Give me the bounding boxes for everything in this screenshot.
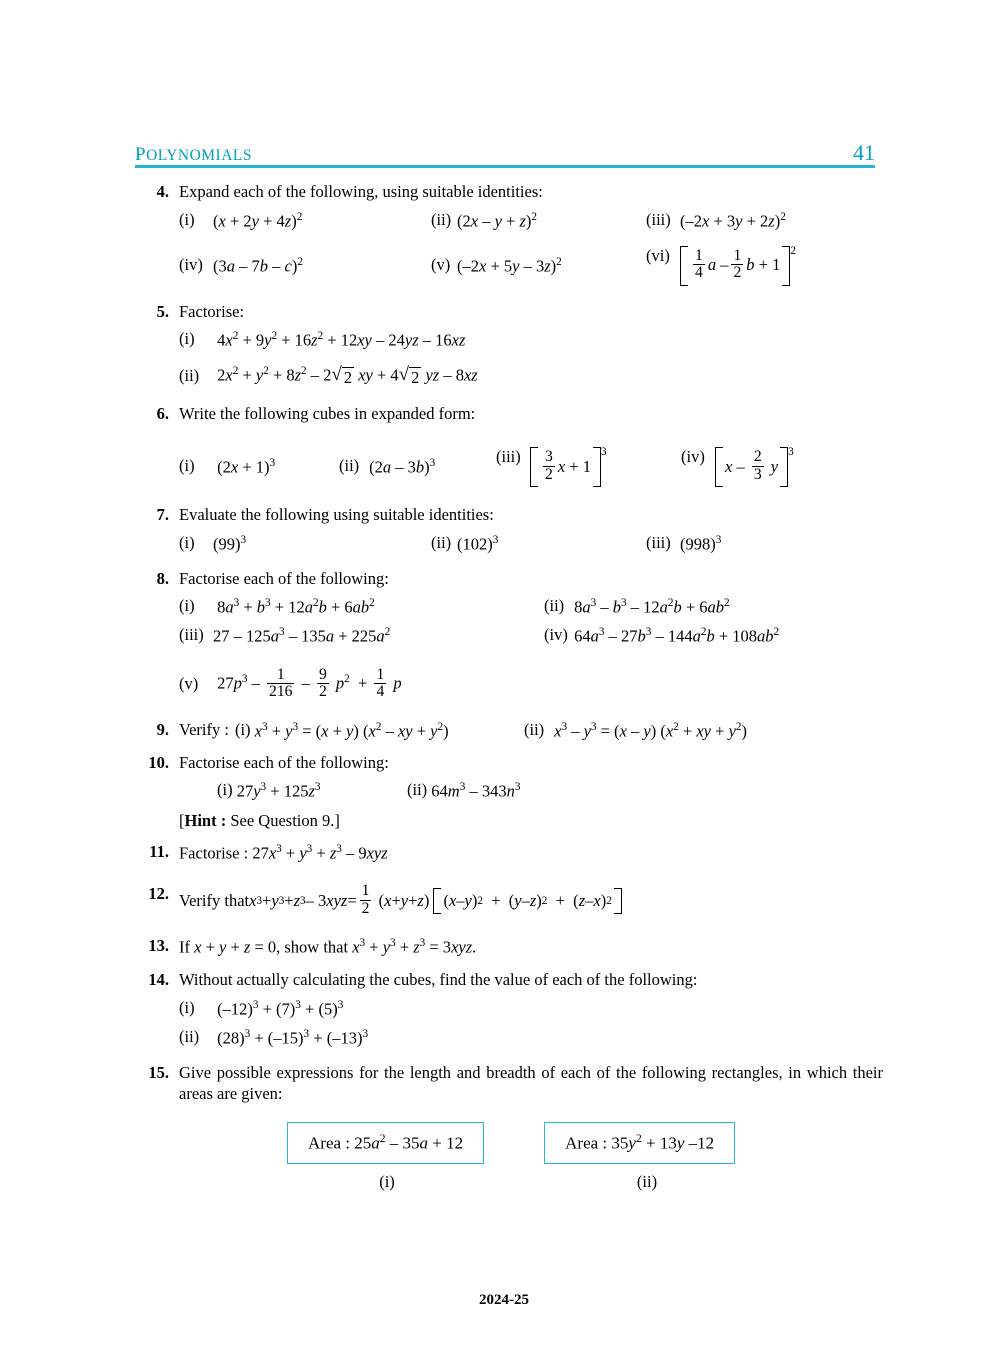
question-14 xyxy=(135,970,883,1049)
question-9-row xyxy=(179,720,883,742)
item-label-iii: (iii) xyxy=(646,532,671,552)
question-8-row-3 xyxy=(179,665,883,702)
page-header xyxy=(135,140,875,166)
item-label-ii: (ii) xyxy=(431,209,452,229)
question-8-stem: Factorise each of the following: xyxy=(179,568,389,588)
question-9-item-ii xyxy=(524,720,747,742)
question-14-row-1 xyxy=(179,998,883,1020)
question-8-item-i xyxy=(179,596,544,618)
running-title: POLYNOMIALS xyxy=(135,144,252,165)
hint-open-bracket: [ xyxy=(179,811,185,831)
item-expression: $(-2x + 3y + 2z)^2$ xyxy=(680,210,786,231)
question-9-item-i xyxy=(179,720,524,742)
item-label-i: (i) xyxy=(179,997,195,1017)
item-label-i: (i) xyxy=(179,596,195,616)
question-4-item-i xyxy=(179,210,431,232)
item-expression: x – $\frac{2}{3}$ y $^3$ xyxy=(715,447,794,487)
item-expression: $2x^2 + y^2 + 8z^2 - 2$ √ 2 xy + 4 √ 2 yz – 8xz xyxy=(213,363,478,387)
hint-text: See Question 9.] xyxy=(226,811,340,831)
item-label-ii: (ii) xyxy=(407,780,428,800)
question-7-number: 7. xyxy=(156,504,169,524)
question-15-stem: Give possible expressions for the length and breadth of each of the following rectangles, in which their areas are given: xyxy=(179,1063,883,1103)
question-4-row-2 xyxy=(179,246,883,286)
question-7-row xyxy=(179,533,883,555)
item-label-i: (i) xyxy=(179,209,195,229)
item-label-iii: (iii) xyxy=(646,209,671,229)
question-9-number: 9. xyxy=(156,719,169,739)
header-divider xyxy=(135,165,875,168)
question-15 xyxy=(135,1063,883,1193)
item-label-iv: (iv) xyxy=(544,625,568,645)
question-7-item-i xyxy=(179,533,431,555)
item-label-ii: (ii) xyxy=(179,1026,200,1046)
question-4 xyxy=(135,182,883,286)
page-footer: 2024-25 xyxy=(479,1292,529,1308)
item-expression: $64m^3 - 343n^3$ xyxy=(427,781,521,801)
question-13 xyxy=(135,936,883,958)
question-12-number: 12. xyxy=(148,884,169,904)
question-4-item-ii xyxy=(431,210,646,232)
item-label-iii: (iii) xyxy=(496,447,521,467)
hint-label: Hint : xyxy=(184,811,227,831)
question-4-row-1 xyxy=(179,210,883,232)
question-7-item-ii xyxy=(431,533,646,555)
question-8-item-iv xyxy=(544,625,779,647)
item-label-v: (v) xyxy=(179,674,199,694)
question-5-item-i xyxy=(179,329,465,351)
question-14-item-i xyxy=(179,998,343,1020)
question-12 xyxy=(135,884,883,918)
area-label-1: (i) xyxy=(379,1172,395,1192)
question-11-stem: Factorise : $27x^3 + y^3 + z^3 - 9xyz$ xyxy=(179,843,388,863)
item-expression: $27p^3$ – $\frac{1}{216}$ – $\frac{9}{2}$ $p^2$ + $\frac{1}{4}$ p xyxy=(213,665,402,701)
item-label-i: (i) xyxy=(234,719,251,739)
question-8-item-iii xyxy=(179,625,544,647)
question-13-stem: If x + y + z = 0, show that $x^3 + y^3 + z^3 = 3xyz$. xyxy=(179,937,477,957)
question-9 xyxy=(135,720,883,742)
question-5-item-ii xyxy=(179,364,478,388)
question-11-number: 11. xyxy=(149,842,169,861)
question-6-item-ii xyxy=(339,456,496,478)
question-10-item-ii xyxy=(407,780,520,802)
question-8 xyxy=(135,569,883,702)
item-label-iv: (iv) xyxy=(179,254,203,274)
item-label-vi: (vi) xyxy=(646,245,670,265)
question-7-item-iii xyxy=(646,533,721,555)
question-15-number: 15. xyxy=(148,1063,169,1083)
area-box-1: Area : $25a^2 - 35a + 12$ xyxy=(287,1122,484,1164)
area-box-labels xyxy=(287,1172,883,1193)
area-boxes xyxy=(287,1122,883,1164)
item-expression: $4x^2 + 9y^2 + 16z^2 + 12xy - 24yz - 16xz$ xyxy=(213,330,466,350)
item-expression: $(2x - y + z)^2$ xyxy=(457,210,537,231)
question-8-item-v xyxy=(179,665,402,702)
item-expression: $(-2x + 5y - 3z)^2$ xyxy=(457,255,562,276)
question-8-row-2 xyxy=(179,625,883,647)
question-6-stem: Write the following cubes in expanded form: xyxy=(179,404,476,424)
question-7 xyxy=(135,505,883,555)
item-label-i: (i) xyxy=(179,532,195,552)
item-label-ii: (ii) xyxy=(179,366,200,386)
item-expression: $8a^3 - b^3 - 12a^2b + 6ab^2$ xyxy=(570,597,730,617)
question-5-row-1 xyxy=(179,329,883,351)
question-6 xyxy=(135,404,883,487)
item-label-ii: (ii) xyxy=(339,455,360,475)
question-6-item-iii xyxy=(496,447,681,487)
item-label-i: (i) xyxy=(217,780,233,800)
item-expression: $27y^3 + 125z^3$ xyxy=(232,781,321,801)
question-12-stem-lead: Verify that xyxy=(179,890,250,910)
item-label-iii: (iii) xyxy=(179,625,204,645)
item-expression: $64a^3 - 27b^3 - 144a^2b + 108ab^2$ xyxy=(570,626,780,646)
question-14-row-2 xyxy=(179,1027,883,1049)
question-14-item-ii xyxy=(179,1027,368,1049)
question-5-row-2 xyxy=(179,364,883,388)
exercise-content xyxy=(135,182,883,1199)
question-4-number: 4. xyxy=(156,182,169,201)
question-5 xyxy=(135,302,883,389)
item-expression: $\frac{1}{4}$ a – $\frac{1}{2}$ b + 1 $^2$ xyxy=(680,246,796,286)
page-number: 41 xyxy=(853,140,875,165)
question-10-number: 10. xyxy=(148,752,169,772)
item-expression: $(998)^3$ xyxy=(680,533,722,554)
question-11 xyxy=(135,842,883,864)
question-5-number: 5. xyxy=(156,301,169,321)
question-13-number: 13. xyxy=(148,936,169,956)
question-6-row xyxy=(179,447,883,487)
item-label-ii: (ii) xyxy=(544,596,565,616)
item-expression: $\frac{3}{2}$ x + 1 $^3$ xyxy=(530,447,607,487)
question-4-item-iii xyxy=(646,210,786,232)
item-expression: $(102)^3$ xyxy=(457,533,499,554)
item-label-ii: (ii) xyxy=(524,719,545,739)
question-12-expression: x 3 + y 3 + z 3 – 3 xyz = $\frac{1}{2}$ ( x + y + z ) ( x – y ) 2 + ( y – z ) 2 + ( z – x ) 2 xyxy=(249,884,622,918)
area-box-2: Area : $35y^2 + 13y$ –12 xyxy=(544,1122,735,1164)
question-7-stem: Evaluate the following using suitable identities: xyxy=(179,504,494,524)
question-10-stem: Factorise each of the following: xyxy=(179,752,389,772)
question-14-number: 14. xyxy=(148,970,169,990)
item-label-i: (i) xyxy=(179,455,195,475)
item-expression: $(2x + 1)^3$ xyxy=(213,456,276,477)
question-4-item-v xyxy=(431,255,646,277)
question-10 xyxy=(135,753,883,832)
area-label-2: (ii) xyxy=(636,1172,658,1192)
item-expression: $(28)^3 + (-15)^3 + (-13)^3$ xyxy=(213,1027,369,1048)
item-expression: $x^3 + y^3 = (x + y)$ ($x^2$ – xy + $y^2$) xyxy=(254,720,449,740)
question-14-stem: Without actually calculating the cubes, find the value of each of the following: xyxy=(179,970,698,990)
question-8-row-1 xyxy=(179,596,883,618)
item-label-v: (v) xyxy=(431,254,451,274)
item-label-ii: (ii) xyxy=(431,532,452,552)
item-label-iv: (iv) xyxy=(681,447,705,467)
question-10-hint xyxy=(179,811,883,832)
question-8-number: 8. xyxy=(156,568,169,588)
item-expression: $(x + 2y + 4z)^2$ xyxy=(213,210,303,231)
question-6-item-i xyxy=(179,456,339,478)
question-9-stem: Verify : xyxy=(179,719,229,739)
question-4-item-iv xyxy=(179,255,431,277)
item-expression: (2a – 3b)$^3$ xyxy=(365,456,436,477)
question-5-stem: Factorise: xyxy=(179,301,245,321)
item-expression: $27 - 125a^3 - 135a + 225a^2$ xyxy=(213,626,391,646)
item-expression: $(99)^3$ xyxy=(213,533,247,554)
question-4-stem: Expand each of the following, using suitable identities: xyxy=(179,182,543,201)
question-6-item-iv xyxy=(681,447,794,487)
question-6-number: 6. xyxy=(156,404,169,424)
item-label-i: (i) xyxy=(179,329,195,349)
question-10-row xyxy=(179,780,883,802)
item-expression: $x^3 - y^3 = (x - y) (x^2$ + xy + $y^2$) xyxy=(554,720,747,740)
item-expression: $(-12)^3 + (7)^3 + (5)^3$ xyxy=(213,998,344,1019)
question-4-item-vi xyxy=(646,246,796,286)
item-expression: (3a – 7b – c)$^2$ xyxy=(213,255,303,276)
question-10-item-i xyxy=(217,780,407,802)
item-expression: $8a^3 + b^3 + 12a^2b + 6ab^2$ xyxy=(213,597,375,617)
question-8-item-ii xyxy=(544,596,730,618)
